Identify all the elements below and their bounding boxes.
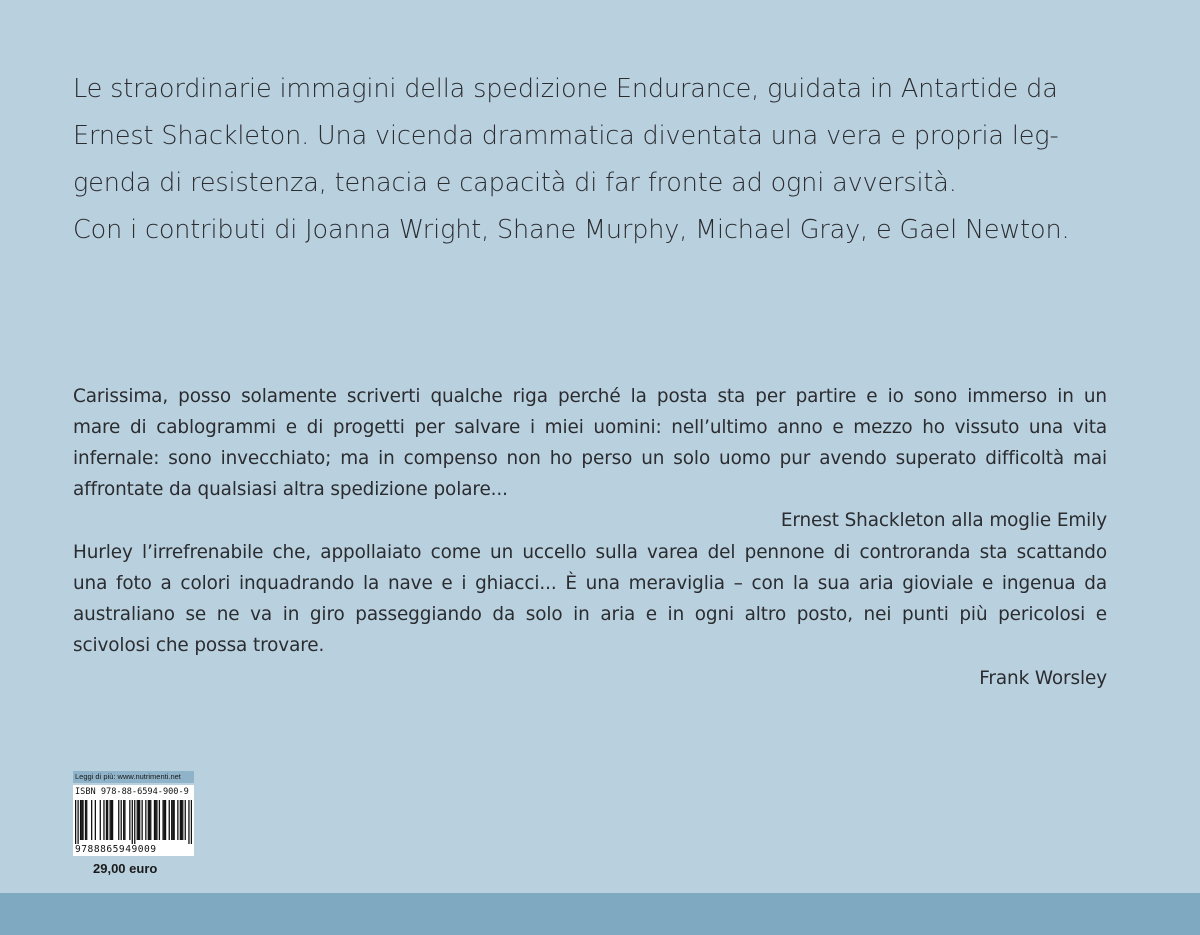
barcode-bar [150, 800, 151, 840]
barcode-bar [139, 800, 140, 840]
barcode-bar [132, 800, 133, 844]
barcode-bar [181, 800, 182, 840]
barcode-bar [121, 800, 122, 840]
blurb-line: Con i contributi di Joanna Wright, Shane Murphy, Michael Gray, e Gael Newton. [73, 215, 1070, 245]
barcode-bar [103, 800, 104, 840]
barcode-bar [106, 800, 107, 840]
barcode-bar [137, 800, 138, 840]
quote-line: infernale: sono invecchiato; ma in compenso non ho perso un solo uomo pur avendo superato difficoltà mai [73, 448, 1107, 469]
barcode-bar [148, 800, 149, 840]
website-link: Leggi di più: www.nutrimenti.net [73, 771, 194, 783]
barcode-bar [109, 800, 110, 840]
barcode-bar [159, 800, 160, 840]
quote-line: Hurley l’irrefrenabile che, appollaiato come un uccello sulla varea del pennone di controranda sta scattando [73, 542, 1107, 563]
quote-line: scivolosi che possa trovare. [73, 635, 325, 656]
barcode-bar [165, 800, 166, 840]
quote-author: Frank Worsley [979, 668, 1107, 689]
barcode-bar [118, 800, 119, 840]
barcode-bar [164, 800, 165, 840]
barcode-bar [188, 800, 189, 844]
quote-author: Ernest Shackleton alla moglie Emily [780, 510, 1107, 531]
barcode-bar [112, 800, 113, 840]
worsley-quote [73, 537, 1107, 694]
barcode-block [73, 771, 194, 856]
barcode-bar [169, 800, 170, 840]
barcode-bar [124, 800, 125, 840]
barcode-bar [134, 800, 135, 844]
barcode-bar [154, 800, 155, 840]
barcode-bar [86, 800, 87, 840]
barcode-bar [82, 800, 83, 840]
barcode-bar [145, 800, 146, 840]
price-label: 29,00 euro [93, 861, 158, 876]
quote-line: affrontate da qualsiasi altra spedizione polare... [73, 479, 508, 500]
barcode-bar [91, 800, 92, 840]
barcode-bar [156, 800, 157, 840]
barcode-bar [129, 800, 130, 840]
barcode-bar [149, 800, 150, 840]
barcode-bar [172, 800, 173, 840]
isbn-text: ISBN 978-88-6594-900-9 [75, 787, 189, 797]
barcode-bar [171, 800, 172, 840]
barcode-bar [177, 800, 178, 840]
barcode-bars [75, 800, 192, 844]
blurb-line: genda di resistenza, tenacia e capacità di far fronte ad ogni avversità. [73, 168, 957, 198]
quote-line: australiano se ne va in giro passeggiando da solo in aria e in ogni altro posto, nei punti più pericolosi e [73, 604, 1107, 625]
barcode-bar [123, 800, 124, 840]
blurb-line: Ernest Shackleton. Una vicenda drammatica diventata una vera e propria leg- [73, 121, 1059, 151]
barcode-bar [162, 800, 163, 840]
quote-line: una foto a colori inquadrando la nave e i ghiacci... È una meraviglia – con la sua aria gioviale e ingenua da [73, 573, 1107, 594]
barcode-bar [100, 800, 101, 840]
quote-line: mare di cablogrammi e di progetti per salvare i miei uomini: nell’ultimo anno e mezzo ho vissuto una vita [73, 417, 1107, 438]
quote-line: Carissima, posso solamente scriverti qualche riga perché la posta sta per partire e io sono immerso in un [73, 386, 1107, 407]
barcode-bar [77, 800, 78, 844]
bottom-band [0, 893, 1200, 935]
barcode-bar [95, 800, 96, 840]
barcode-bar [174, 800, 175, 840]
barcode-card [73, 785, 194, 856]
blurb-line: Le straordinarie immagini della spedizione Endurance, guidata in Antartide da [73, 74, 1058, 104]
back-cover-blurb [73, 66, 1133, 254]
barcode-bar [142, 800, 143, 840]
barcode-bar [81, 800, 82, 840]
barcode-bar [155, 800, 156, 840]
barcode-bar [75, 800, 76, 844]
barcode-bar [182, 800, 183, 840]
barcode-bar [85, 800, 86, 840]
ean-digits: 9788865949009 [75, 844, 157, 855]
barcode-bar [138, 800, 139, 840]
barcode-bar [80, 800, 81, 840]
barcode-bar [180, 800, 181, 840]
barcode-bar [107, 800, 108, 840]
barcode-bar [191, 800, 192, 844]
barcode-bar [111, 800, 112, 840]
barcode-bar [185, 800, 186, 840]
shackleton-quote [73, 381, 1107, 536]
